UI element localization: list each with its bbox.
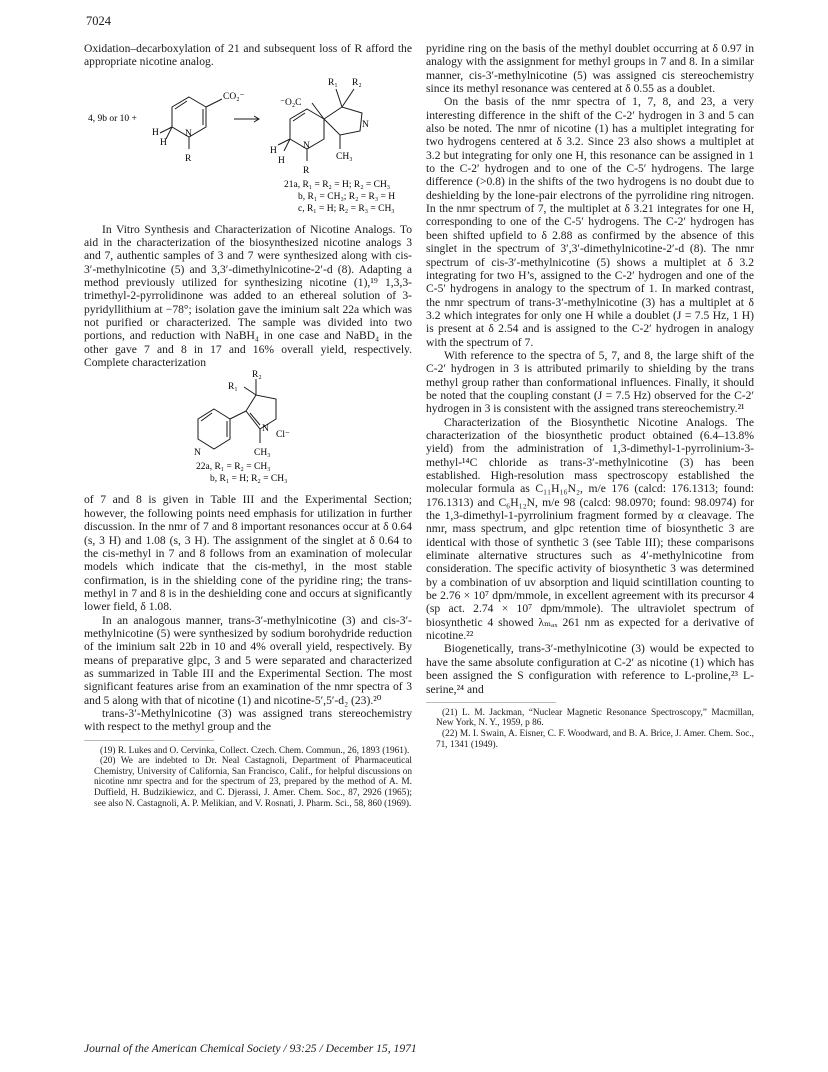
product-r-label: R <box>303 165 310 176</box>
nitrogen-label: N <box>185 128 192 139</box>
product-hydrogen-label-2: H <box>278 155 285 166</box>
scheme2-methyl-label: CH₃ <box>254 448 271 459</box>
right-paragraph-3: With reference to the spectra of 5, 7, and 8, the large shift of the C-2′ hydrogen in 3 is attributed primarily to shielding by the trans methyl group rather than conformational influences. Finally, it should be noted that the coupling constant (J = 7.5 Hz) observed for the C-2′ hydrogen in 3 is consistent with the assigned trans stereochemistry.²¹ <box>426 348 754 416</box>
footnote-divider <box>84 740 214 741</box>
left-column <box>84 42 412 809</box>
intro-paragraph: Oxidation–decarboxylation of 21 and subsequent loss of R afford the appropriate nicotine analog. <box>84 42 412 69</box>
methyl-label: CH₃ <box>336 151 353 162</box>
scheme2-iminium-n-label: N <box>262 424 269 435</box>
r-label: R <box>185 153 192 164</box>
hydrogen-label-2: H <box>160 137 167 148</box>
journal-footer: Journal of the American Chemical Society / 93:25 / December 15, 1971 <box>84 1042 417 1055</box>
scheme2-pyridine-n-label: N <box>194 448 201 459</box>
scheme-1-structures <box>84 69 412 219</box>
caption-22b: b, R₁ = H; R₂ = CH₃ <box>210 474 288 485</box>
footnote-21: (21) L. M. Jackman, “Nuclear Magnetic Resonance Spectroscopy,” Macmillan, New York, N. Y., 1959, p 86. <box>436 707 754 729</box>
right-paragraph-2: On the basis of the nmr spectra of 1, 7, 8, and 23, a very interesting difference in the shift of the C-2′ hydrogen in 3 and 5 can also be noted. The nmr of nicotine (1) has a multiplet integrating for two hydrogens centered at δ 3.2. Since 23 also shows a multiplet at 3.2 but integrating for only one H, this resonance can be assigned in 1 to the C-2′ hydrogen and to one of the C-5′ hydrogens. The large difference (>0.8) in the shifts of the two hydrogens is no doubt due to deshielding by the lone-pair electrons of the pyrrolidine ring nitrogen. In the nmr spectrum of 7, the multiplet at δ 3.21 integrates for one H, corresponding to one of the C-5′ hydrogens. The C-2′ hydrogen has been shifted upfield to δ 2.88 as confirmed by the absence of this singlet in the spectrum of 3′,3′-dimethylnicotine-2′-d (8). The nmr spectrum of cis-3′-methylnicotine (5) shows a multiplet at δ 3.2 integrating for two H’s, assigned to the C-2′ hydrogen and one of the C-5′ hydrogens in analogy to the spectrum of 1. In marked contrast, the nmr spectrum of trans-3′-methylnicotine (3) has a multiplet at δ 3.2 which integrates for only one H while a doublet (J = 7.5 Hz, 1 H) is present at δ 2.54 and is assigned to the C-2′ hydrogen in analogy with the spectrum of 7. <box>426 95 754 349</box>
scheme2-r1-label: R₁ <box>228 382 238 393</box>
footnote-22: (22) M. I. Swain, A. Eisner, C. F. Woodward, and B. A. Brice, J. Amer. Chem. Soc., 71, 1341 (1949). <box>436 729 754 750</box>
scheme2-r2-label: R₂ <box>252 370 262 381</box>
analogous-paragraph: In an analogous manner, trans-3′-methylnicotine (3) and cis-3′-methylnicotine (5) were synthesized by sodium borohydride reduction of the iminium salt 22b in 10 and 4% overall yield, respectively. By means of preparative glpc, 3 and 5 were separated and characterized as summarized in Table III and the Experimental Section. The most significant features arise from an examination of the nmr spectra of 3 and 5 along with that of nicotine (1) and nicotine-5′,5′-d₂ (23).²⁰ <box>84 613 412 707</box>
nmr-paragraph: of 7 and 8 is given in Table III and the Experimental Section; however, the following points need emphasis for utilization in further discussion. In the nmr of 7 and 8 important resonances occur at δ 0.64 (s, 3 H) and 1.08 (s, 3 H). The assignment of the singlet at δ 0.64 to the cis-methyl in 7 and 8 follows from an examination of molecular models which indicate that the cis-methyl, in the most stable confirmation, is in the shielding cone of the pyridine ring; the trans-methyl in 7 and 8 is in the deshielding cone and occurs at significantly lower field, δ 1.08. <box>84 493 412 614</box>
scheme-2-structures <box>84 369 412 487</box>
scheme-1 <box>84 69 412 219</box>
footnote-20: (20) We are indebted to Dr. Neal Castagnoli, Department of Pharmaceutical Chemistry, University of California, San Francisco, Calif., for helpful discussions on nicotine nmr spectra and for the spectrum of 23, prepared by the method of A. M. Duffield, H. Budzikiewicz, and C. Djerassi, J. Amer. Chem. Soc., 87, 2926 (1965); see also N. Castagnoli, A. P. Melikian, and V. Rosnati, J. Pharm. Sci., 58, 860 (1969). <box>94 756 412 809</box>
pyrrolidine-nitrogen-label: N <box>362 119 369 130</box>
caption-21b: b, R₁ = CH₃; R₂ = R₃ = H <box>298 191 396 202</box>
product-carboxylate-label: ⁻O₂C <box>280 97 302 108</box>
hydrogen-label: H <box>152 127 159 138</box>
right-column <box>426 42 754 750</box>
footnote-divider-right <box>426 702 556 703</box>
caption-21a: 21a, R₁ = R₂ = H; R₂ = CH₃ <box>284 179 391 190</box>
product-nitrogen-label: N <box>303 140 310 151</box>
scheme-2 <box>84 369 412 487</box>
r1-label: R₁ <box>328 77 338 88</box>
caption-22a: 22a, R₁ = R₂ = CH₃ <box>196 462 271 473</box>
product-hydrogen-label: H <box>270 145 277 156</box>
right-paragraph-5: Biogenetically, trans-3′-methylnicotine (3) would be expected to have the same absolute configuration at C-2′ as nicotine (1) which has been assigned the S configuration with reference to L-proline,²³ L-serine,²⁴ and <box>426 642 754 696</box>
page-number: 7024 <box>86 14 111 28</box>
caption-21c: c, R₁ = H; R₂ = R₃ = CH₃ <box>298 203 395 214</box>
reactant-label: 4, 9b or 10 + <box>88 113 137 124</box>
carboxylate-label: CO₂⁻ <box>223 91 245 102</box>
footnote-19: (19) R. Lukes and O. Cervinka, Collect. Czech. Chem. Commun., 26, 1893 (1961). <box>100 745 410 756</box>
right-paragraph-1: pyridine ring on the basis of the methyl doublet occurring at δ 0.97 in analogy with the assignment for methyl groups in 7 and 8. In a similar manner, cis-3′-methylnicotine (5) was assigned cis stereochemistry since its methyl resonance was centered at δ 0.55 as a doublet. <box>426 42 754 96</box>
biosynthetic-section-paragraph: Characterization of the Biosynthetic Nicotine Analogs. The characterization of the biosynthetic product obtained (6.4–13.8% yield) from the administration of 1,3-dimethyl-1-pyrrolinium-3-methyl-¹⁴C chloride as trans-3′-methylnicotine (3) has been established. High-resolution mass spectroscopy established the molecular formula as C₁₁H₁₆N₂, m/e 176 (calcd: 176.1313; found: 176.1313) and C₆H₁₂N, m/e 98 (calcd: 98.0970; found: 98.0974) for the 1,3-dimethyl-1-pyrrolinium fragment formed by α cleavage. The nmr, mass spectrum, and glpc retention time of biosynthetic 3 are identical with those of synthetic 3 (see Table III); these comparisons eliminate alternative structures such as 4′-methylnicotine from consideration. The specific activity of biosynthetic 3 was determined by a combination of uv absorption and liquid scintillation counting to be 2.76 × 10⁷ dpm/mmole, in excellent agreement with its precursor 4 (sp act. 2.74 × 10⁷ dpm/mmole). The ultraviolet spectrum of biosynthetic 4 showed λₘₐₓ 261 nm as expected for a derivative of nicotine.²² <box>426 415 754 643</box>
trans-paragraph: trans-3′-Methylnicotine (3) was assigned trans stereochemistry with respect to the methyl group and the <box>84 706 412 734</box>
synthesis-paragraph: In Vitro Synthesis and Characterization of Nicotine Analogs. To aid in the characterization of the biosynthesized nicotine analogs 3 and 7, authentic samples of 3 and 7 were synthesized along with cis-3′-methylnicotine (5) and 3,3′-dimethylnicotine-2′-d (8). Adapting a method previously utilized for synthesizing nicotine (1),¹⁹ 1,3,3-trimethyl-2-pyrrolidinone was added to an ethereal solution of 3-pyridyllithium at −78°; isolation gave the iminium salt 22a which was not purified or characterized. The sample was divided into two portions, and reduction with NaBH₄ in one case and NaBD₄ in the other gave 7 and 8 in 17 and 16% overall yield, respectively. Complete characterization <box>84 222 412 370</box>
r2-label: R₂ <box>352 77 362 88</box>
chloride-label: Cl⁻ <box>276 430 290 441</box>
